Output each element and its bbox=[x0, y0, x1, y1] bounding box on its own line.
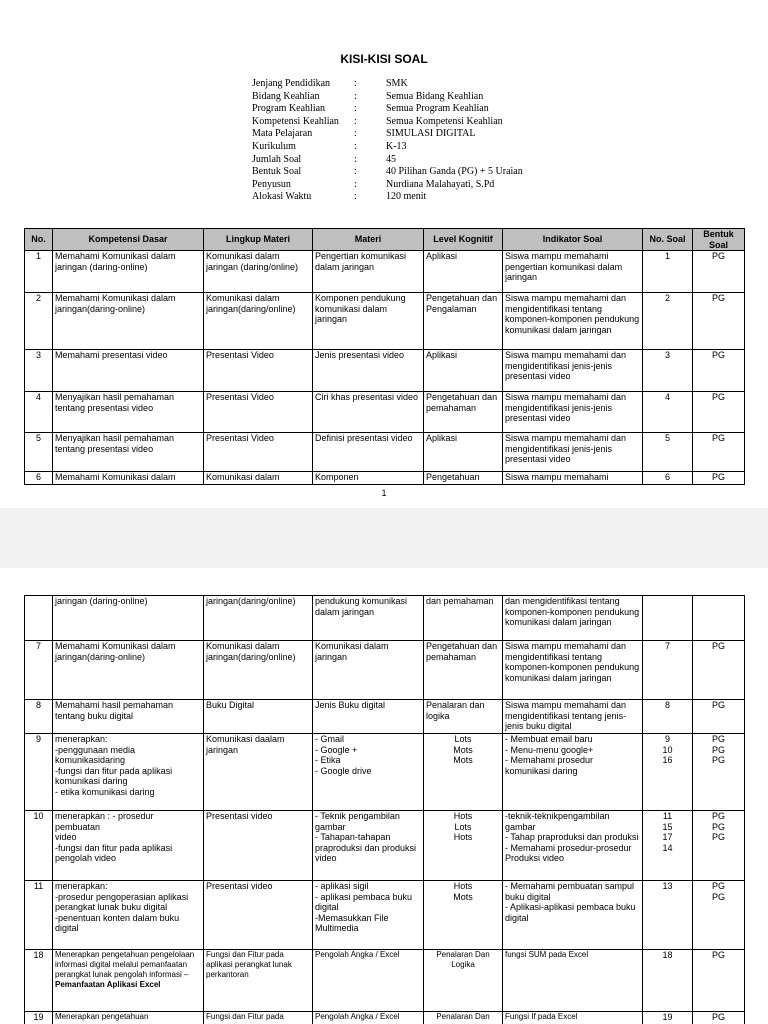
info-colon: : bbox=[354, 166, 357, 178]
cell-lingkup-materi: Presentasi Video bbox=[204, 433, 313, 472]
cell-no-soal: 18 bbox=[643, 950, 693, 1012]
header-materi: Materi bbox=[313, 229, 424, 251]
cell-no-soal bbox=[643, 811, 693, 881]
cell-level-kognitif bbox=[424, 881, 503, 950]
table-row bbox=[25, 350, 745, 392]
cell-level-kognitif: Aplikasi bbox=[424, 433, 503, 472]
cell-kompetensi-dasar: jaringan (daring-online) bbox=[53, 596, 204, 641]
cell-no-soal: 6 bbox=[643, 472, 693, 485]
info-value: SMK bbox=[386, 78, 408, 89]
table-header-row bbox=[25, 229, 745, 251]
cell-indikator-soal bbox=[503, 811, 643, 881]
cell-no-soal bbox=[643, 596, 693, 641]
cell-bentuk-soal: PG bbox=[693, 472, 745, 485]
info-row bbox=[252, 166, 523, 179]
cell-indikator-soal: Siswa mampu memahami pengertian komunikasi dalam jaringan bbox=[503, 251, 643, 293]
level-line: Mots bbox=[453, 891, 473, 902]
cell-kompetensi-dasar bbox=[53, 950, 204, 1012]
info-label: Program Keahlian bbox=[252, 103, 326, 115]
cell-level-kognitif: dan pemahaman bbox=[424, 596, 503, 641]
info-label: Jenjang Pendidikan bbox=[252, 78, 331, 89]
table-row bbox=[25, 472, 745, 485]
cell-materi: Pengolah Angka / Excel bbox=[313, 950, 424, 1012]
cell-bentuk-soal: PG bbox=[693, 251, 745, 293]
info-row bbox=[252, 103, 523, 116]
cell-bentuk-soal: PG bbox=[693, 392, 745, 433]
no-soal-line: 14 bbox=[662, 842, 673, 853]
info-value: 40 Pilihan Ganda (PG) + 5 Uraian bbox=[386, 166, 523, 178]
bentuk-line: PG bbox=[711, 744, 725, 755]
cell-materi bbox=[313, 734, 424, 811]
table-row bbox=[25, 251, 745, 293]
kisi-table-page-1 bbox=[24, 228, 745, 485]
info-label: Mata Pelajaran bbox=[252, 128, 313, 140]
cell-no: 5 bbox=[25, 433, 53, 472]
info-colon: : bbox=[354, 103, 357, 115]
table-row bbox=[25, 641, 745, 700]
cell-materi: Jenis Buku digital bbox=[313, 700, 424, 734]
cell-lingkup-materi: Komunikasi daalam jaringan bbox=[204, 734, 313, 811]
header-level-kognitif: Level Kognitif bbox=[424, 229, 503, 251]
materi-line: - aplikasi pembaca buku digital bbox=[315, 891, 413, 912]
bentuk-line: PG bbox=[711, 832, 725, 842]
cell-no: 4 bbox=[25, 392, 53, 433]
kd-text: Menerapkan pengetahuan pengelolaan informasi digital melalui pemanfaatan perangkat lunak pengolah informasi – bbox=[55, 950, 195, 979]
cell-level-kognitif: Penalaran Dan Logika bbox=[424, 950, 503, 1012]
info-colon: : bbox=[354, 128, 357, 140]
kd-line: menerapkan: bbox=[55, 734, 108, 744]
info-row bbox=[252, 78, 523, 91]
cell-kompetensi-dasar: Menyajikan hasil pemahaman tentang presentasi video bbox=[53, 392, 204, 433]
materi-line: - Etika bbox=[315, 755, 341, 765]
cell-kompetensi-dasar: Memahami Komunikasi dalam jaringan (daring-online) bbox=[53, 251, 204, 293]
table-row bbox=[25, 700, 745, 734]
cell-level-kognitif: Pengetahuan bbox=[424, 472, 503, 485]
cell-materi bbox=[313, 881, 424, 950]
cell-no-soal: 1 bbox=[643, 251, 693, 293]
no-soal-line: 16 bbox=[662, 755, 673, 765]
cell-indikator-soal: fungsi SUM pada Excel bbox=[503, 950, 643, 1012]
cell-no: 1 bbox=[25, 251, 53, 293]
cell-level-kognitif: Penalaran dan logika bbox=[424, 700, 503, 734]
cell-no-soal: 3 bbox=[643, 350, 693, 392]
cell-bentuk-soal bbox=[693, 596, 745, 641]
level-line: Hots bbox=[453, 811, 473, 821]
info-label: Bidang Keahlian bbox=[252, 90, 320, 102]
info-label: Kurikulum bbox=[252, 140, 296, 152]
kd-line: -fungsi dan fitur pada aplikasi komunikasi daring bbox=[55, 765, 173, 786]
indikator-line: - Memahami prosedur-prosedur Produksi video bbox=[505, 842, 632, 863]
cell-indikator-soal: dan mengidentifikasi tentang komponen-komponen pendukung komunikasi dalam jaringan bbox=[503, 596, 643, 641]
cell-materi: pendukung komunikasi dalam jaringan bbox=[313, 596, 424, 641]
cell-lingkup-materi: Fungsi dan Fitur pada bbox=[204, 1012, 313, 1024]
info-row bbox=[252, 179, 523, 192]
cell-lingkup-materi: Buku Digital bbox=[204, 700, 313, 734]
info-value: K-13 bbox=[386, 140, 407, 152]
bentuk-line: PG bbox=[711, 821, 725, 832]
no-soal-line: 10 bbox=[662, 744, 673, 755]
cell-kompetensi-dasar: Memahami Komunikasi dalam jaringan(daring-online) bbox=[53, 641, 204, 700]
table-row bbox=[25, 433, 745, 472]
info-label: Penyusun bbox=[252, 178, 291, 190]
cell-materi: Komponen bbox=[313, 472, 424, 485]
cell-kompetensi-dasar: Memahami presentasi video bbox=[53, 350, 204, 392]
indikator-line: - Menu-menu google+ bbox=[505, 744, 594, 755]
cell-indikator-soal: Siswa mampu memahami bbox=[503, 472, 643, 485]
info-colon: : bbox=[354, 90, 357, 102]
cell-materi: Komponen pendukung komunikasi dalam jaringan bbox=[313, 293, 424, 350]
cell-indikator-soal: Siswa mampu memahami dan mengidentifikasi jenis-jenis presentasi video bbox=[503, 392, 643, 433]
level-line: Mots bbox=[453, 744, 473, 755]
cell-no-soal: 5 bbox=[643, 433, 693, 472]
bentuk-line: PG bbox=[711, 891, 725, 902]
info-colon: : bbox=[354, 178, 357, 190]
bentuk-line: PG bbox=[711, 734, 725, 744]
info-label: Kompetensi Keahlian bbox=[252, 115, 339, 127]
cell-lingkup-materi: Komunikasi dalam jaringan(daring/online) bbox=[204, 293, 313, 350]
info-value: Semua Bidang Keahlian bbox=[386, 90, 484, 102]
cell-kompetensi-dasar: Memahami hasil pemahaman tentang buku digital bbox=[53, 700, 204, 734]
kd-line: menerapkan : - prosedur pembuatan bbox=[55, 811, 154, 832]
cell-materi: Ciri khas presentasi video bbox=[313, 392, 424, 433]
info-value: SIMULASI DIGITAL bbox=[386, 128, 476, 140]
cell-lingkup-materi: jaringan(daring/online) bbox=[204, 596, 313, 641]
cell-no-soal: 4 bbox=[643, 392, 693, 433]
header-kompetensi-dasar: Kompetensi Dasar bbox=[53, 229, 204, 251]
table-row bbox=[25, 950, 745, 1012]
info-row bbox=[252, 116, 523, 129]
cell-indikator-soal: Siswa mampu memahami dan mengidentifikasi jenis-jenis presentasi video bbox=[503, 350, 643, 392]
kd-line: -prosedur pengoperasian aplikasi perangkat lunak buku digital bbox=[55, 891, 189, 912]
materi-line: - Google drive bbox=[315, 765, 372, 776]
cell-kompetensi-dasar: Menyajikan hasil pemahaman tentang presentasi video bbox=[53, 433, 204, 472]
cell-level-kognitif: Aplikasi bbox=[424, 251, 503, 293]
kd-line: -penggunaan media komunikasidaring bbox=[55, 744, 136, 765]
cell-kompetensi-dasar: Menerapkan pengetahuan bbox=[53, 1012, 204, 1024]
kisi-table-page-2 bbox=[24, 595, 745, 1024]
info-value: Nurdiana Malahayati, S.Pd bbox=[386, 178, 495, 190]
info-colon: : bbox=[354, 115, 357, 127]
info-row bbox=[252, 141, 523, 154]
cell-materi: Pengolah Angka / Excel bbox=[313, 1012, 424, 1024]
bentuk-line: PG bbox=[711, 755, 725, 765]
document-title: KISI-KISI SOAL bbox=[340, 52, 428, 66]
table-row bbox=[25, 596, 745, 641]
info-row bbox=[252, 154, 523, 167]
cell-bentuk-soal: PG bbox=[693, 950, 745, 1012]
header-indikator-soal: Indikator Soal bbox=[503, 229, 643, 251]
table-row bbox=[25, 881, 745, 950]
info-row bbox=[252, 191, 523, 204]
cell-no-soal: 2 bbox=[643, 293, 693, 350]
cell-indikator-soal: Siswa mampu memahami dan mengidentifikasi tentang komponen-komponen pendukung komunikasi dalam jaringan bbox=[503, 641, 643, 700]
cell-indikator-soal: Siswa mampu memahami dan mengidentifikasi tentang komponen-komponen pendukung komunikasi dalam jaringan bbox=[503, 293, 643, 350]
indikator-line: - Membuat email baru bbox=[505, 734, 593, 744]
indikator-line: - Memahami prosedur komunikasi daring bbox=[505, 755, 594, 776]
bentuk-line: PG bbox=[711, 811, 725, 821]
header-no-soal: No. Soal bbox=[643, 229, 693, 251]
cell-lingkup-materi: Komunikasi dalam bbox=[204, 472, 313, 485]
materi-line: - Gmail bbox=[315, 734, 344, 744]
header-no: No. bbox=[25, 229, 53, 251]
cell-level-kognitif: Pengetahuan dan pemahaman bbox=[424, 392, 503, 433]
cell-lingkup-materi: Presentasi Video bbox=[204, 392, 313, 433]
cell-indikator-soal: Siswa mampu memahami dan mengidentifikasi jenis-jenis presentasi video bbox=[503, 433, 643, 472]
cell-no: 2 bbox=[25, 293, 53, 350]
info-label: Bentuk Soal bbox=[252, 166, 302, 178]
cell-indikator-soal bbox=[503, 881, 643, 950]
table-row bbox=[25, 293, 745, 350]
table-row bbox=[25, 392, 745, 433]
cell-kompetensi-dasar: Memahami Komunikasi dalam bbox=[53, 472, 204, 485]
materi-line: - aplikasi sigil bbox=[315, 881, 369, 891]
info-value: Semua Program Keahlian bbox=[386, 103, 489, 115]
no-soal-line: 17 bbox=[662, 832, 673, 842]
indikator-line: -teknik-teknikpengambilan gambar bbox=[505, 811, 610, 832]
kd-line: -penentuan konten dalam buku digital bbox=[55, 912, 180, 933]
info-colon: : bbox=[354, 78, 357, 89]
cell-kompetensi-dasar: Memahami Komunikasi dalam jaringan(daring-online) bbox=[53, 293, 204, 350]
cell-kompetensi-dasar bbox=[53, 811, 204, 881]
cell-no: 6 bbox=[25, 472, 53, 485]
kd-line: - etika komunikasi daring bbox=[55, 786, 155, 797]
cell-indikator-soal: Fungsi If pada Excel bbox=[503, 1012, 643, 1024]
materi-line: - Google + bbox=[315, 744, 358, 755]
info-row bbox=[252, 91, 523, 104]
header-bentuk-soal: Bentuk Soal bbox=[693, 229, 745, 251]
cell-lingkup-materi: Komunikasi dalam jaringan (daring/online) bbox=[204, 251, 313, 293]
cell-bentuk-soal: PG bbox=[693, 641, 745, 700]
info-row bbox=[252, 128, 523, 141]
cell-no: 11 bbox=[25, 881, 53, 950]
cell-no-soal: 7 bbox=[643, 641, 693, 700]
cell-materi: Jenis presentasi video bbox=[313, 350, 424, 392]
cell-materi: Definisi presentasi video bbox=[313, 433, 424, 472]
info-label: Jumlah Soal bbox=[252, 153, 302, 165]
cell-level-kognitif: Pengetahuan dan pemahaman bbox=[424, 641, 503, 700]
cell-materi bbox=[313, 811, 424, 881]
cell-kompetensi-dasar bbox=[53, 734, 204, 811]
table-row bbox=[25, 811, 745, 881]
indikator-line: - Tahap praproduksi dan produksi bbox=[505, 832, 639, 842]
cell-level-kognitif: Penalaran Dan bbox=[424, 1012, 503, 1024]
cell-no: 9 bbox=[25, 734, 53, 811]
cell-level-kognitif bbox=[424, 811, 503, 881]
materi-line: - Teknik pengambilan gambar bbox=[315, 811, 400, 832]
materi-line: -Memasukkan File Multimedia bbox=[315, 912, 389, 933]
cell-materi: Pengertian komunikasi dalam jaringan bbox=[313, 251, 424, 293]
no-soal-line: 13 bbox=[662, 881, 673, 891]
no-soal-line: 9 bbox=[664, 734, 670, 744]
level-line: Lots bbox=[454, 821, 472, 832]
kd-bold-text: Pemanfaatan Aplikasi Excel bbox=[55, 980, 161, 989]
info-value: 45 bbox=[386, 153, 396, 165]
cell-kompetensi-dasar bbox=[53, 881, 204, 950]
cell-lingkup-materi: Fungsi dan Fitur pada aplikasi perangkat lunak perkantoran bbox=[204, 950, 313, 1012]
cell-lingkup-materi: Presentasi video bbox=[204, 811, 313, 881]
info-label: Alokasi Waktu bbox=[252, 191, 312, 203]
cell-no: 18 bbox=[25, 950, 53, 1012]
cell-no: 8 bbox=[25, 700, 53, 734]
cell-level-kognitif: Pengetahuan dan Pengalaman bbox=[424, 293, 503, 350]
cell-materi: Komunikasi dalam jaringan bbox=[313, 641, 424, 700]
cell-bentuk-soal bbox=[693, 811, 745, 881]
info-block bbox=[252, 78, 523, 204]
no-soal-line: 15 bbox=[662, 821, 673, 832]
info-value: Semua Kompetensi Keahlian bbox=[386, 115, 503, 127]
cell-no-soal bbox=[643, 881, 693, 950]
header-lingkup-materi: Lingkup Materi bbox=[204, 229, 313, 251]
indikator-line: - Aplikasi-aplikasi pembaca buku digital bbox=[505, 902, 636, 923]
cell-lingkup-materi: Presentasi video bbox=[204, 881, 313, 950]
cell-level-kognitif bbox=[424, 734, 503, 811]
cell-level-kognitif: Aplikasi bbox=[424, 350, 503, 392]
info-value: 120 menit bbox=[386, 191, 427, 203]
cell-no bbox=[25, 596, 53, 641]
cell-indikator-soal: Siswa mampu memahami dan mengidentifikasi tentang jenis-jenis buku digital bbox=[503, 700, 643, 734]
kd-line: menerapkan: bbox=[55, 881, 108, 891]
table-row bbox=[25, 734, 745, 811]
cell-indikator-soal bbox=[503, 734, 643, 811]
cell-bentuk-soal: PG bbox=[693, 350, 745, 392]
cell-bentuk-soal: PG bbox=[693, 1012, 745, 1024]
bentuk-line: PG bbox=[711, 881, 725, 891]
document-page-2 bbox=[0, 568, 768, 1024]
indikator-line: - Memahami pembuatan sampul buku digital bbox=[505, 881, 635, 902]
level-line: Mots bbox=[453, 755, 473, 765]
cell-no-soal: 19 bbox=[643, 1012, 693, 1024]
kd-line: -fungsi dan fitur pada aplikasi pengolah video bbox=[55, 842, 173, 863]
info-colon: : bbox=[354, 191, 357, 203]
page-number: 1 bbox=[381, 488, 387, 498]
cell-bentuk-soal bbox=[693, 734, 745, 811]
level-line: Hots bbox=[453, 832, 473, 842]
kd-line: video bbox=[55, 832, 77, 842]
cell-no: 10 bbox=[25, 811, 53, 881]
cell-no: 19 bbox=[25, 1012, 53, 1024]
level-line: Hots bbox=[453, 881, 473, 891]
cell-no: 3 bbox=[25, 350, 53, 392]
cell-no: 7 bbox=[25, 641, 53, 700]
cell-lingkup-materi: Presentasi Video bbox=[204, 350, 313, 392]
level-line: Lots bbox=[454, 734, 472, 744]
cell-bentuk-soal: PG bbox=[693, 700, 745, 734]
cell-no-soal: 8 bbox=[643, 700, 693, 734]
materi-line: - Tahapan-tahapan praproduksi dan produksi video bbox=[315, 832, 417, 863]
cell-bentuk-soal: PG bbox=[693, 433, 745, 472]
cell-bentuk-soal: PG bbox=[693, 293, 745, 350]
cell-no-soal bbox=[643, 734, 693, 811]
info-colon: : bbox=[354, 153, 357, 165]
info-colon: : bbox=[354, 140, 357, 152]
table-row bbox=[25, 1012, 745, 1024]
cell-bentuk-soal bbox=[693, 881, 745, 950]
no-soal-line: 11 bbox=[662, 811, 673, 821]
cell-lingkup-materi: Komunikasi dalam jaringan(daring/online) bbox=[204, 641, 313, 700]
document-page-1 bbox=[0, 0, 768, 508]
